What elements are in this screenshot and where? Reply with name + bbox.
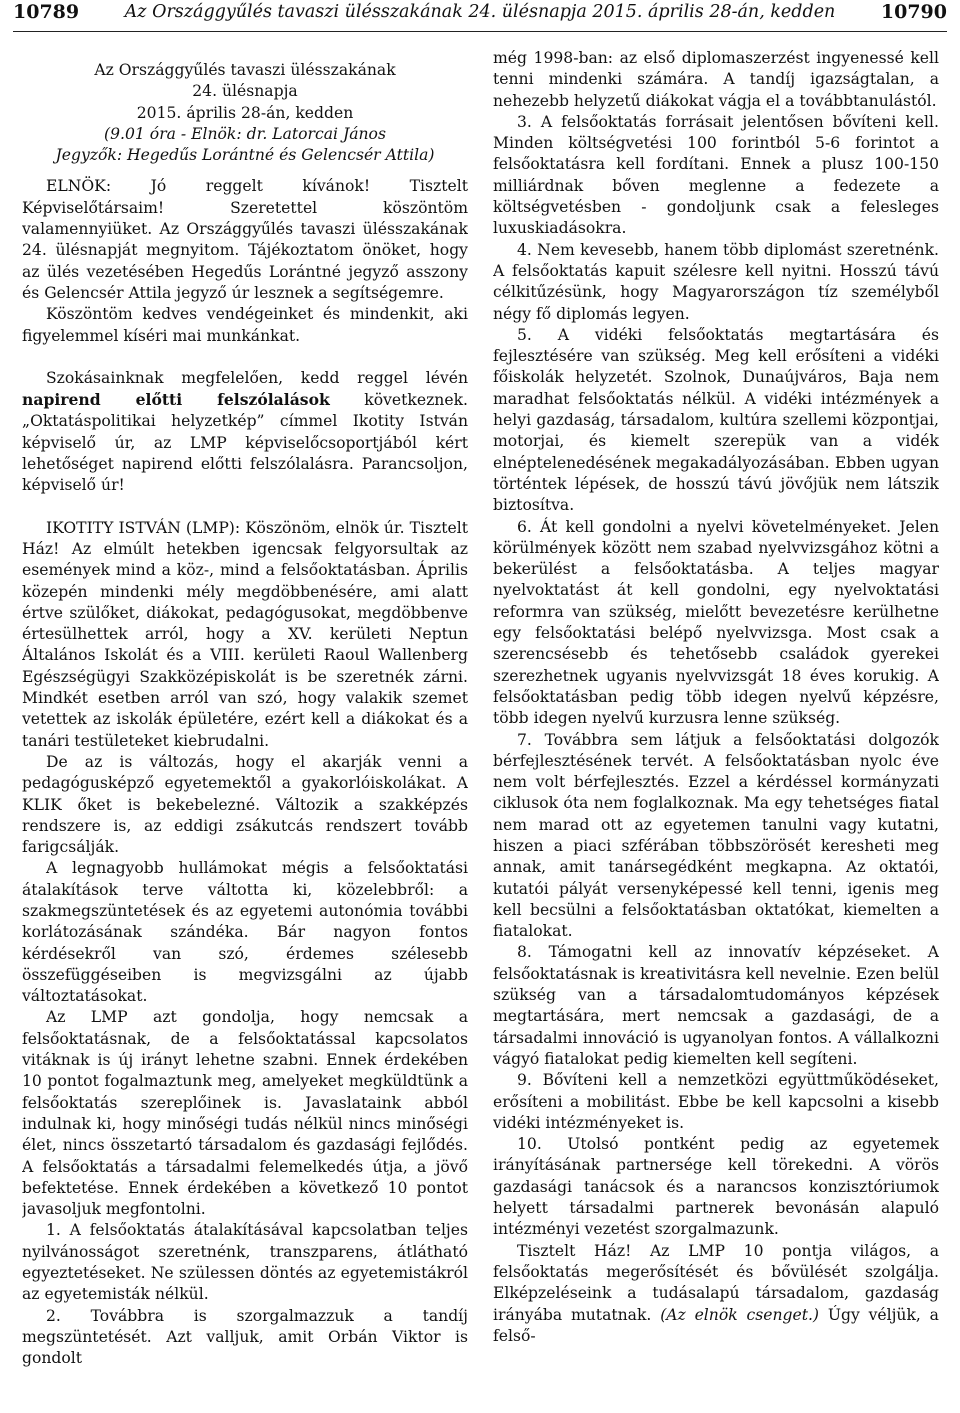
right-column bbox=[493, 48, 939, 1413]
text-run: Szokásainknak megfelelően, kedd reggel lévén bbox=[46, 368, 468, 387]
stage-direction: (Az elnök csenget.) bbox=[660, 1305, 820, 1324]
text-run: Tisztelt Ház! Az LMP 10 pontja világos, a felsőoktatás megerősítését és bővülését szolgálja. Elképzeléseink a tudásalapú társadalom, gazdaság irányába mutatnak. bbox=[493, 1241, 939, 1324]
paragraph: Az LMP azt gondolja, hogy nemcsak a felsőoktatásnak, de a felsőoktatással kapcsolatos vitáknak is új irányt lehetne szabni. Ennek érdekében 10 pontot fogalmaztunk meg, amelyeket megküldtünk a felsőoktatás szereplőinek is. Javaslataink abból indulnak ki, hogy minőségi tudás nélkül nincs minőségi élet, nincs összetartó társadalom és gazdasági fejlődés. A felsőoktatás a társadalmi felemelkedés útja, a jövő befektetése. Ennek érdekében a következő 10 pontot javasoljuk megfontolni. bbox=[22, 1008, 468, 1219]
session-title: Az Országgyűlés tavaszi ülésszakának bbox=[94, 61, 396, 79]
paragraph: 7. Továbbra sem látjuk a felsőoktatási dolgozók bérfejlesztésének tervét. A felsőoktatásban nyolc éve nem volt bérfejlesztés. Ezzel a kérdéssel kormányzati ciklusok óta nem foglalkoznak. Ma egy tehetséges fiatal nem marad ott az egyetemen tanulni vagy kutatni, hiszen a piaci szférában többszörösét keresheti meg annak, amit tanársegédként megkapna. Az oktatói, kutatói pályát versenyképessé kell tenni, igenis meg kell becsülni a felsőoktatásban oktatókat, kiemelten a fiatalokat. bbox=[493, 730, 939, 941]
session-clerks: Jegyzők: Hegedűs Lorántné és Gelencsér Attila) bbox=[55, 146, 435, 165]
running-title: Az Országgyűlés tavaszi ülésszakának 24. ülésnapja 2015. április 28-án, kedden bbox=[124, 2, 836, 22]
paragraph: 1. A felsőoktatás átalakításával kapcsolatban teljes nyilvánosságot szeretnénk, transzparens, átlátható egyeztetéseket. Ne szülessen döntés az egyetemistákról az egyetemisták nélkül. bbox=[22, 1221, 468, 1304]
paragraph: 4. Nem kevesebb, hanem több diplomást szeretnénk. A felsőoktatás kapuit szélesre kell nyitni. Hosszú távú célkitűzésünk, hogy Magyarországon tíz személyből négy fő diplomás legyen. bbox=[493, 240, 939, 323]
paragraph-speaker: IKOTITY ISTVÁN (LMP): Köszönöm, elnök úr. Tisztelt Ház! Az elmúlt hetekben igencsak felgyorsultak az események mind a köz-, mind a felsőoktatásban. Április közepén mindenki mély megdöbbenésére, ami alatt értve szülőket, diákokat, pedagógusokat, megdöbbenve értesülhettek arról, hogy a XV. kerületi Neptun Általános Iskolát és a VIII. kerületi Raoul Wallenberg Egészségügyi Szakközépiskolát is be szeretnék zárni. Mindkét esetben arról van szó, hogy valakik szemet vetettek az iskolák épületére, ezért kell a diákokat és a tanári testületeket kiebrudalni. bbox=[22, 518, 468, 750]
paragraph-closing bbox=[493, 1241, 939, 1347]
paragraph: 2. Továbbra is szorgalmazzuk a tandíj megszüntetését. Azt valljuk, amit Orbán Viktor is gondolt bbox=[22, 1306, 468, 1368]
page-header bbox=[0, 0, 960, 30]
text-run: Úgy véljük, a felső- bbox=[493, 1305, 939, 1345]
paragraph: 8. Támogatni kell az innovatív képzéseket. A felsőoktatásnak is kreativitásra kell nevelnie. Ezen belül szükség van a társadalomtudományos képzések megtartására, mert nemcsak a gazdasági, de a társadalmi innováció is ugyanolyan fontos. A vállalkozni vágyó fiatalokat pedig kiemelten kell segíteni. bbox=[493, 943, 939, 1068]
header-rule bbox=[13, 31, 947, 32]
paragraph: 5. A vidéki felsőoktatás megtartására és fejlesztésére van szükség. Meg kell erősíteni a vidéki főiskolák helyzetét. Szolnok, Dunaújváros, Baja nem maradhat felsőoktatás nélkül. A vidéki intézmények a helyi gazdaság, társadalom, kultúra szellemi központjai, motorjai, és kiemelt szerepük van a vidék elnéptelenedésének megakadályozásában. Ebben ugyan történtek lépések, de hosszú távú jövőjük nem látszik biztosítva. bbox=[493, 325, 939, 515]
paragraph: 3. A felsőoktatás forrásait jelentősen bővíteni kell. Minden költségvetési 100 forintból 5-6 forintot a felsőoktatásra kell fordítani. Ennek a plusz 100-150 milliárdnak bőven meglenne a fedezete a költségvetésben - gondoljunk csak a felesleges luxuskiadásokra. bbox=[493, 112, 939, 238]
left-column bbox=[22, 48, 468, 1413]
page-number-right: 10790 bbox=[880, 1, 947, 23]
paragraph-agenda bbox=[22, 368, 468, 497]
session-day: 24. ülésnapja bbox=[192, 82, 298, 101]
paragraph: 10. Utolsó pontként pedig az egyetemek irányításának partnersége kell törekedni. A vörös gazdasági tanácsok és a narancsos konzisztóriumok helyett társadalmi partnerek bevonásán alapuló intézményi vezetést szorgalmazunk. bbox=[493, 1135, 939, 1239]
paragraph: A legnagyobb hullámokat mégis a felsőoktatási átalakítások terve váltotta ki, közelebbről: a szakmegszüntetések és az egyetemi autonómia további korlátozásának szándéka. Bár nagyon fontos kérdésekről van szó, érdemes szélesebb összefüggéseiben is megvizsgálni az újabb változtatásokat. bbox=[22, 859, 468, 1006]
agenda-bold-text: napirend előtti felszólalások bbox=[22, 390, 330, 410]
paragraph: még 1998-ban: az első diplomaszerzést ingyenessé kell tenni mindenki számára. A tandíj igazságtalan, a nehezebb helyzetű diákokat vágja el a továbbtanulástól. bbox=[493, 49, 939, 110]
session-date: 2015. április 28-án, kedden bbox=[136, 103, 354, 122]
paragraph: 6. Át kell gondolni a nyelvi követelményeket. Jelen körülmények között nem szabad nyelvvizsgához kötni a bekerülést a felsőoktatásba. A teljes magyar nyelvoktatást át kell gondolni, egy nyelvoktatási reformra van szükség, mielőtt bevezetésre kerülhetne egy felsőoktatási belépő nyelvvizsga. Most csak a szerencsésebb és tehetősebb családok gyerekei szerezhetnek ugyanis nyelvvizsgát 18 éves korukig. A felsőoktatásban pedig több idegen nyelvű képzésre, több idegen nyelvű kurzusra lenne szükség. bbox=[493, 517, 939, 728]
text-run: következnek. „Oktatáspolitikai helyzetkép” címmel Ikotity István képviselő úr, az LMP képviselőcsoportjából kért lehetőséget napirend előtti felszólalásra. Parancsoljon, képviselő úr! bbox=[22, 391, 468, 495]
session-heading bbox=[22, 60, 468, 166]
paragraph: De az is változás, hogy el akarják venni a pedagógusképző egyetemektől a gyakorlóiskolákat. A KLIK őket is bekebelezné. Változik a szakképzés rendszere is, az eddigi zsákutcás rendszert tovább farigcsálják. bbox=[22, 752, 468, 857]
page-number-left: 10789 bbox=[13, 1, 80, 23]
paragraph: ELNÖK: Jó reggelt kívánok! Tisztelt Képviselőtársaim! Szeretettel köszöntöm valamennyiüket. Az Országgyűlés tavaszi ülésszakának 24. ülésnapját megnyitom. Tájékoztatom önöket, hogy az ülés vezetésében Hegedűs Lorántné jegyző asszony és Gelencsér Attila jegyző úr lesznek a segítségemre. bbox=[22, 177, 468, 302]
paragraph: Köszöntöm kedves vendégeinket és mindenkit, aki figyelemmel kíséri mai munkánkat. bbox=[22, 305, 468, 345]
session-chair: (9.01 óra - Elnök: dr. Latorcai János bbox=[104, 124, 386, 143]
paragraph: 9. Bővíteni kell a nemzetközi együttműködéseket, erősíteni a mobilitást. Ebbe be kell kapcsolni a kisebb vidéki intézményeket is. bbox=[493, 1071, 939, 1132]
